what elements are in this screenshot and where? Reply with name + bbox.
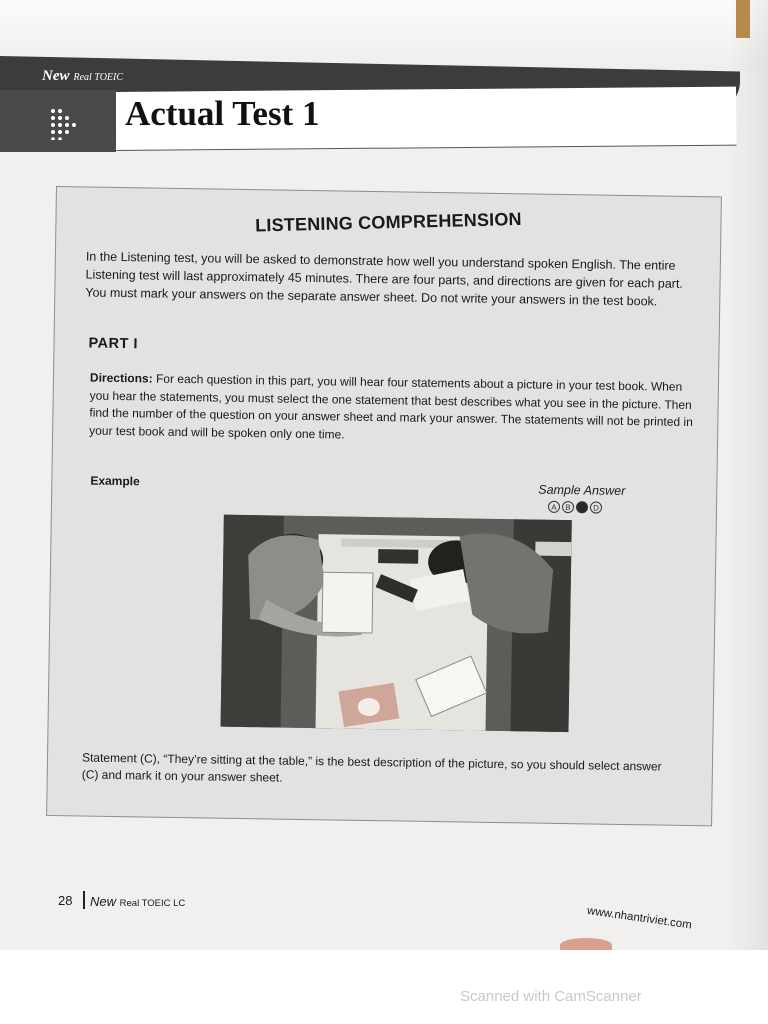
publisher-website: www.nhantriviet.com <box>586 905 693 932</box>
footer-book-title-new: New <box>90 894 117 909</box>
sample-answer-options <box>548 501 602 514</box>
page-title: Actual Test 1 <box>125 94 320 133</box>
answer-bubble-c <box>576 501 588 513</box>
answer-bubble-d: D <box>590 501 602 513</box>
series-label-rest: Real TOEIC <box>73 72 124 83</box>
section-heading: LISTENING COMPREHENSION <box>254 208 522 236</box>
page-number: 28 <box>58 893 73 908</box>
book-cover-corner <box>736 0 750 38</box>
series-label <box>42 68 123 85</box>
content-box <box>46 186 722 826</box>
footer-divider <box>83 891 85 909</box>
directions-label: Directions: <box>89 370 153 386</box>
answer-bubble-a: A <box>548 501 560 513</box>
answer-bubble-b: B <box>562 501 574 513</box>
example-label: Example <box>90 473 140 489</box>
sample-answer-label: Sample Answer <box>538 482 626 498</box>
series-label-new: New <box>42 68 70 84</box>
directions-text: For each question in this part, you will hear four statements about a picture in your test book. When you hear the statements, you must select the one statement that best describes what you see in the picture. Then find the number of the question on your answer sheet and mark your answer. The statements will not be printed in your test book and will be spoken only one time. <box>89 371 693 442</box>
footer-book-title <box>90 894 185 909</box>
directions-paragraph <box>89 370 694 449</box>
finger-shadow <box>560 938 612 950</box>
closing-statement: Statement (C), “They’re sitting at the table,” is the best description of the picture, so you should select answer (C) and mark it on your answer sheet. <box>81 750 662 785</box>
scanner-watermark: Scanned with CamScanner <box>460 988 642 1005</box>
audio-dots-icon <box>50 108 76 140</box>
footer-book-title-rest: Real TOEIC LC <box>119 898 186 909</box>
intro-paragraph: In the Listening test, you will be asked to demonstrate how well you understand spoken English. The entire Listening test will last approximately 45 minutes. There are four parts, and directions are given for each part. You must mark your answers on the separate answer sheet. Do not write your answers in the test book. <box>85 249 683 309</box>
example-photo <box>221 515 572 732</box>
part-heading: PART I <box>88 335 139 353</box>
